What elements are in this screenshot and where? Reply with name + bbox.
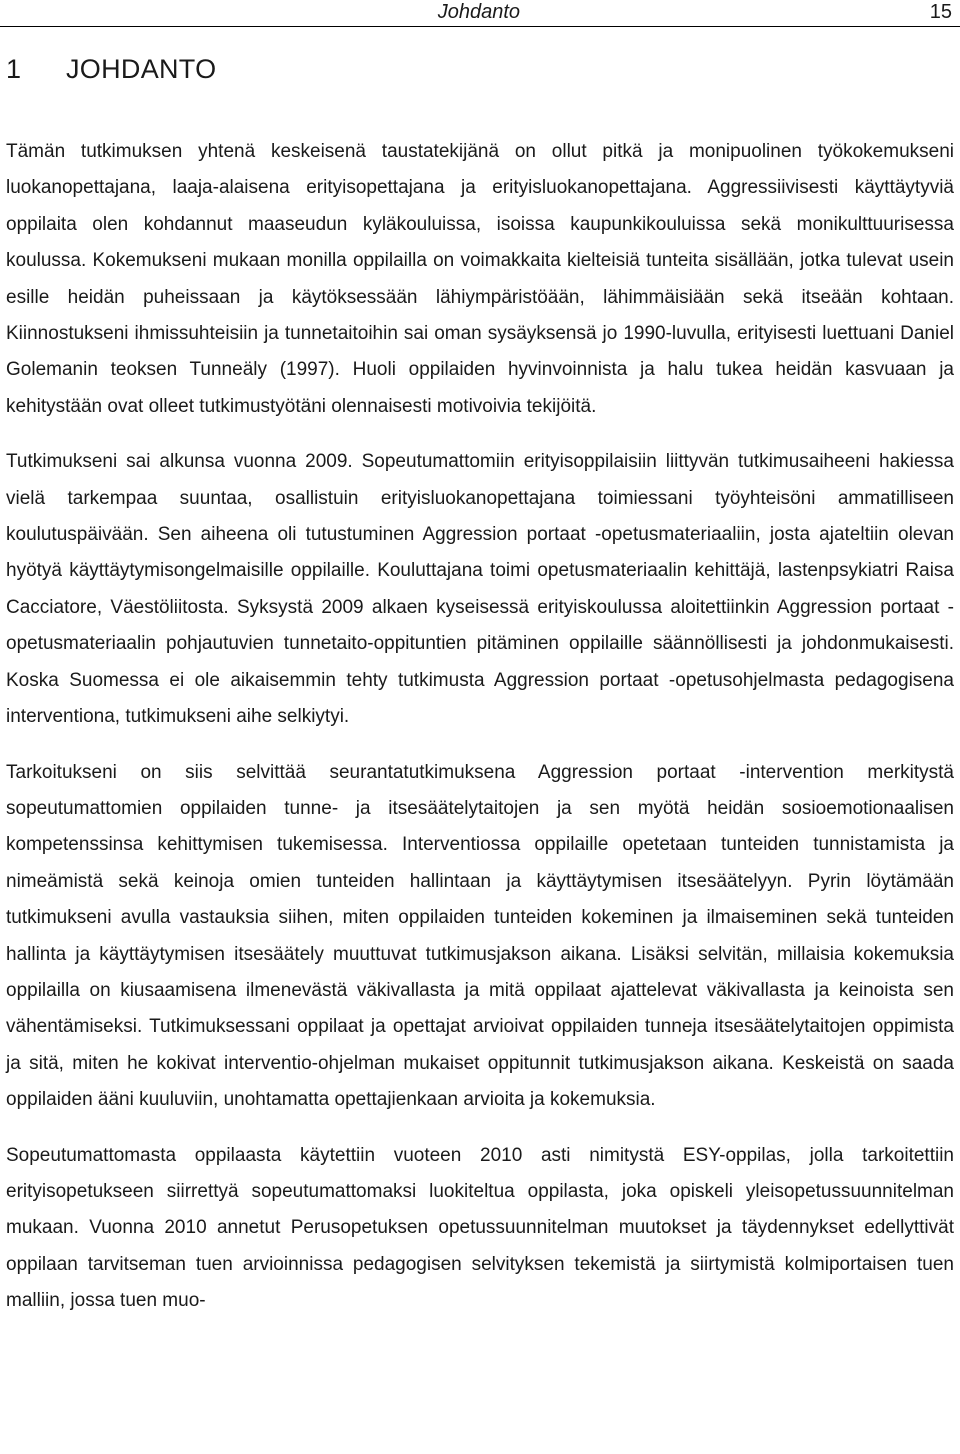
- chapter-title: JOHDANTO: [66, 54, 217, 84]
- page-number: 15: [929, 1, 952, 23]
- chapter-number: 1: [6, 54, 22, 84]
- body-text: [6, 134, 954, 1339]
- paragraph-1: Tämän tutkimuksen yhtenä keskeisenä taustatekijänä on ollut pitkä ja monipuolinen työkokemukseni luokanopettajana, laaja-alaisena erityisopettajana ja erityisluokanopettajana. Aggressiivisesti käyttäytyviä oppilaita olen kohdannut maaseudun kyläkouluissa, isoissa kaupunkikouluissa sekä monikulttuurisessa koulussa. Kokemukseni mukaan monilla oppilailla on voimakkaita kielteisiä tunteita sisällään, jotka tulevat usein esille heidän puheissaan ja käytöksessään lähiympäristöään, lähimmäisiään sekä itseään kohtaan. Kiinnostukseni ihmissuhteisiin ja tunnetaitoihin sai oman sysäyksensä jo 1990-luvulla, erityisesti luettuani Daniel Golemanin teoksen Tunneäly (1997). Huoli oppilaiden hyvinvoinnista ja halu tukea heidän kasvuaan ja kehitystään ovat olleet tutkimustyötäni olennaisesti motivoivia tekijöitä.: [6, 141, 954, 417]
- paragraph-4: Sopeutumattomasta oppilaasta käytettiin vuoteen 2010 asti nimitystä ESY-oppilas, jolla tarkoitettiin erityisopetukseen siirrettyä sopeutumattomaksi luokiteltua oppilasta, joka opiskeli yleisopetussuunnitelman mukaan. Vuonna 2010 annetut Perusopetuksen opetussuunnitelman muutokset ja täydennykset edellyttivät oppilaan tarvitseman tuen arvioinnissa pedagogisen selvityksen tekemistä ja siirtymistä kolmiportaisen tuen malliin, jossa tuen muo-: [6, 1144, 954, 1312]
- paragraph-3: Tarkoitukseni on siis selvittää seurantatutkimuksena Aggression portaat -intervention merkitystä sopeutumattomien oppilaiden tunne- ja itsesäätelytaitojen ja sen myötä heidän sosioemotionaalisen kompetenssinsa kehittymisen tukemisessa. Interventiossa oppilaille opetetaan tunteiden tunnistamista ja nimeämistä sekä keinoja omien tunteiden hallintaan ja käyttäytymisen itsesäätelyyn. Pyrin löytämään tutkimukseni avulla vastauksia siihen, miten oppilaiden tunteiden kokeminen ja ilmaiseminen sekä tunteiden hallinta ja käyttäytymisen itsesäätely muuttuvat tutkimusjakson aikana. Lisäksi selvitän, millaisia kokemuksia oppilailla on kiusaamisena ilmenevästä väkivallasta ja mitä oppilaat ajattelevat väkivallasta ja keinoista sen vähentämiseksi. Tutkimuksessani oppilaat ja opettajat arvioivat oppilaiden tunneja itsesäätelytaitojen oppimista ja sitä, miten he kokivat interventio-ohjelman mukaiset oppitunnit tutkimusjakson aikana. Keskeistä on saada oppilaiden ääni kuuluviin, unohtamatta opettajienkaan arvioita ja kokemuksia.: [6, 761, 954, 1111]
- running-header: [0, 0, 960, 27]
- chapter-heading: [6, 52, 216, 86]
- paragraph-2: Tutkimukseni sai alkunsa vuonna 2009. Sopeutumattomiin erityisoppilaisiin liittyvän tutkimusaiheeni hakiessa vielä tarkempaa suuntaa, osallistuin erityisluokanopettajana toimiessani työyhteisöni ammatilliseen koulutuspäivään. Sen aiheena oli tutustuminen Aggression portaat -opetusmateriaaliin, josta ajateltiin olevan hyötyä käyttäytymisongelmaisille oppilaille. Kouluttajana toimi opetusmateriaalin kehittäjä, lastenpsykiatri Raisa Cacciatore, Väestöliitosta. Syksystä 2009 alkaen kyseisessä erityiskoulussa aloitettiinkin Aggression portaat -opetusmateriaalin pohjautuvien tunnetaito-oppituntien pitäminen oppilaille säännöllisesti ja johdonmukaisesti. Koska Suomessa ei ole aikaisemmin tehty tutkimusta Aggression portaat -opetusohjelmasta pedagogisena interventiona, tutkimukseni aihe selkiytyi.: [6, 451, 954, 728]
- running-title: Johdanto: [437, 1, 520, 23]
